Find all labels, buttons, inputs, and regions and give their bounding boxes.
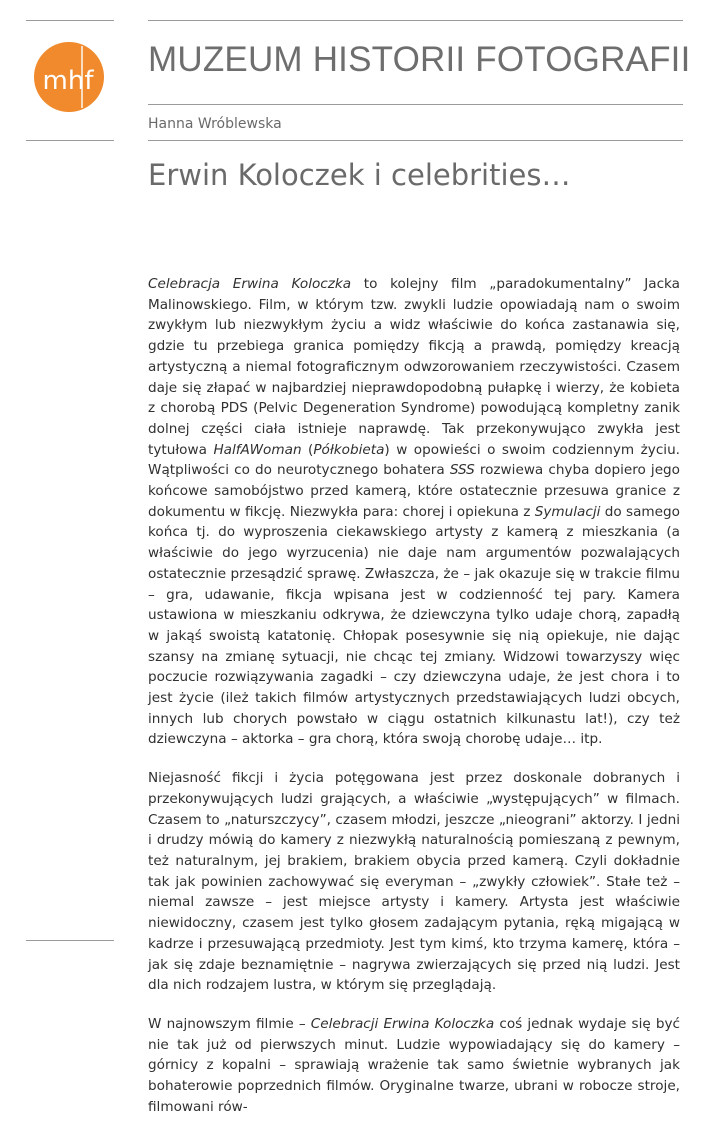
museum-name: MUZEUM HISTORII FOTOGRAFII (148, 40, 691, 79)
italic-text: Półkobieta (313, 441, 385, 458)
paragraph-text: ) w opowieści o swoim codziennym życiu. Wątpliwości co do neurotycznego bohatera (148, 441, 681, 479)
museum-logo (34, 42, 104, 112)
logo-text: mhf (42, 66, 94, 96)
paragraph-text: W najnowszym filmie – (148, 1015, 311, 1032)
left-rule-top (26, 20, 114, 21)
italic-text: Celebracja Erwina Koloczka (148, 276, 352, 292)
italic-text: SSS (449, 462, 475, 479)
article-paragraph (148, 274, 680, 750)
italic-text: Symulacji (534, 503, 601, 520)
article-paragraph (148, 1014, 680, 1118)
italic-text: Celebracji Erwina Koloczka (310, 1015, 495, 1032)
author-name: Hanna Wróblewska (148, 116, 282, 132)
left-rule-mid (26, 140, 114, 141)
paragraph-text: rozwiewa chyba dopiero jego końcowe samobójstwo przed kamerą, które ostatecznie przesuwa granice z dokumentu w fikcję. Niezwykła para: chorej i opiekuna z (148, 462, 681, 520)
article-body (148, 274, 680, 1135)
italic-text: HalfAWoman (213, 441, 302, 458)
left-rule-bottom (26, 940, 114, 941)
title-rule (148, 140, 683, 141)
article-paragraph (148, 768, 680, 996)
paragraph-text: do samego końca tj. do wyproszenia ciekawskiego artysty z kamerą z mieszkania (a właściwie do jego wyrzucenia) nie daje nam argumentów pozwalających ostatecznie przesądzić sprawę. Zwłaszcza, że – jak okazuje się w trakcie filmu – gra, udawanie, fikcja wpisana jest w codzienność tej pary. Kamera ustawiona w mieszkaniu odkrywa, że dziewczyna tylko udaje chorą, zapadłą w jakąś swoistą katatonię. Chłopak posesywnie się nią opiekuje, nie dając szansy na zmianę sytuacji, nie chcąc tej zmiany. Widzowi towarzyszy więc poczucie rozwiązywania zagadki – czy dziewczyna udaje, że jest chora i to jest życie (ileż takich filmów artystycznych przedstawiających ludzi obcych, innych lub chorych powstało w ciągu ostatnich kilkunastu lat!), czy też dziewczyna – aktorka – gra chorą, która swoją chorobę udaje… itp. (148, 503, 680, 748)
paragraph-text: Niejasność fikcji i życia potęgowana jest przez doskonale dobranych i przekonywujących ludzi grających, a właściwie „występujących” w filmach. Czasem to „naturszczycy”, czasem młodzi, jeszcze „nieograni” aktorzy. I jedni i drudzy mówią do kamery z niezwykłą naturalnością pomieszaną z pewnym, też naturalnym, jej brakiem, brakiem obycia przed kamerą. Czyli dokładnie tak jak powinien zachowywać się everyman – „zwykły człowiek”. Stałe też – niemal zawsze – jest miejsce artysty i kamery. Artysta jest właściwie niewidoczny, czasem jest tylko głosem zadającym pytania, ręką migającą w kadrze i przesuwającą przedmioty. Jest tym kimś, kto trzyma kamerę, która – jak się zdaje beznamiętnie – nagrywa zwierzających się przed nią ludzi. Jest dla nich rodzajem lustra, w którym się przeglądają. (148, 770, 680, 994)
author-rule (148, 104, 683, 105)
article-title: Erwin Koloczek i celebrities… (148, 158, 571, 192)
paragraph-text: ( (301, 441, 314, 458)
paragraph-text: coś jednak wydaje się być nie tak już od pierwszych minut. Ludzie wypowiadający się do kamery – górnicy z kopalni – sprawiają wrażenie tak samo świetnie wybranych jak bohaterowie poprzednich filmów. Oryginalne twarze, ubrani w robocze stroje, filmowani rów- (148, 1015, 680, 1115)
paragraph-text: to kolejny film „paradokumentalny” Jacka Malinowskiego. Film, w którym tzw. zwykli ludzie opowiadają nam o swoim zwykłym lub niezwykłym życiu a widz właściwie do końca zastanawia się, gdzie tu przebiega granica pomiędzy fikcją a prawdą, pomiędzy kreacją artystyczną a niemal fotograficznym odwzorowaniem rzeczywistości. Czasem daje się złapać w najbardziej nieprawdopodobną pułapkę i wierzy, że kobieta z chorobą PDS (Pelvic Degeneration Syndrome) powodującą kompletny zanik dolnej części ciała istnieje naprawdę. Tak przekonywująco zwykła jest tytułowa (148, 276, 681, 458)
top-rule (148, 20, 683, 21)
